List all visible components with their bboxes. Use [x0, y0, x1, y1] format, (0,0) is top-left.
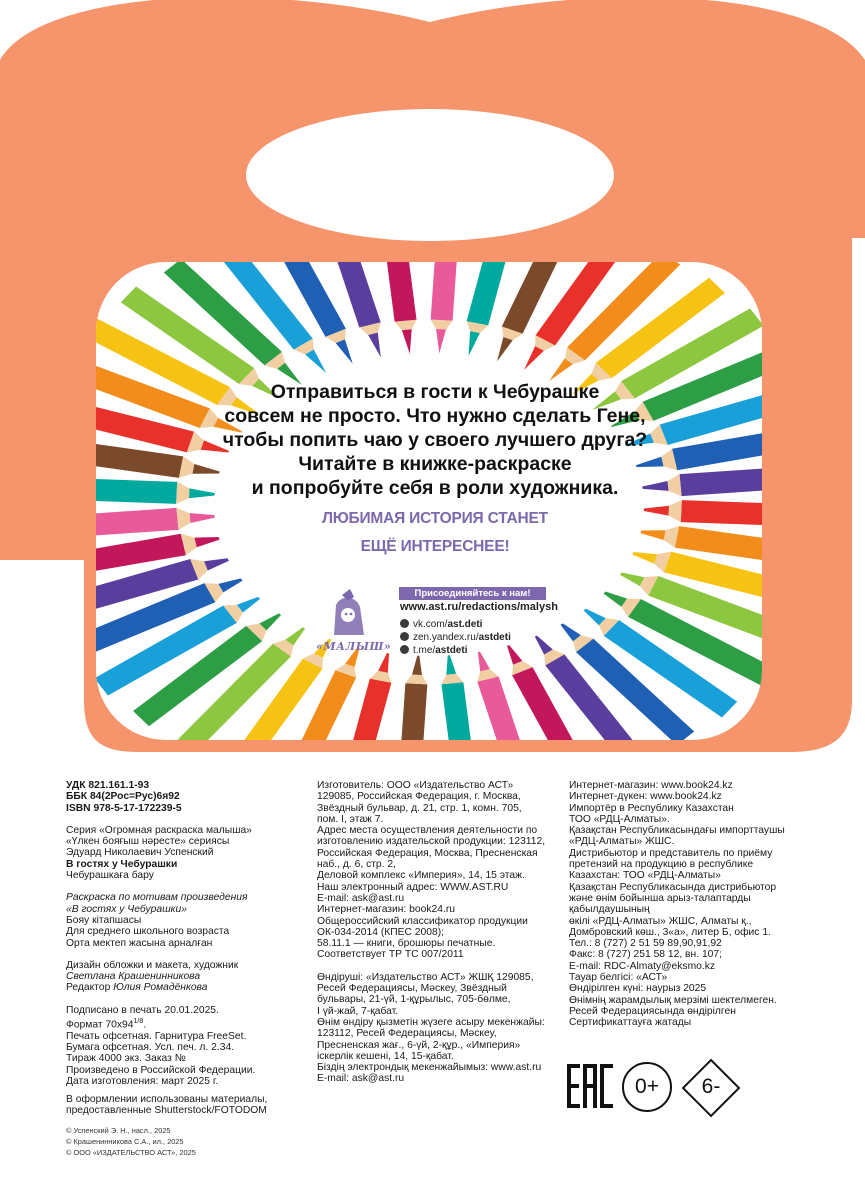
pencil-body	[397, 683, 427, 740]
manufacturer-line: Изготовитель: ООО «Издательство АСТ»	[317, 780, 514, 791]
pencil-wood	[668, 500, 681, 522]
pencil-tip	[368, 333, 381, 358]
social-vk[interactable]	[400, 619, 482, 630]
genre-line: Бояу кітапшасы	[66, 914, 142, 926]
manufacturer-kz-line: Ресей Федерациясы, Мәскеу, Звёздный	[317, 983, 507, 995]
manufacturer-line: наб., д. 6, стр. 2,	[317, 859, 396, 871]
distributor-line: өкілі «РДЦ-Алматы» ЖШС, Алматы қ.,	[569, 915, 752, 927]
distributor-line: «РДЦ-Алматы» ЖШС.	[569, 836, 675, 848]
distributor-line: Дистрибьютор и представитель по приёму	[569, 847, 773, 859]
social-handle: astdeti	[435, 645, 468, 656]
social-handle: astdeti	[478, 632, 511, 643]
social-handle: ast.deti	[447, 619, 483, 630]
headline-line: Читайте в книжке-раскраске	[298, 453, 572, 475]
distributor-line: Тел.: 8 (727) 2 51 59 89,90,91,92	[569, 938, 722, 950]
headline-line: совсем не просто. Что нужно сделать Гене,	[224, 405, 646, 427]
print-line: Произведено в Российской Федерации.	[66, 1064, 256, 1076]
pencil-body	[96, 476, 177, 504]
pencil-illustration	[96, 262, 762, 740]
print-line: Тираж 4000 экз. Заказ №	[66, 1053, 186, 1065]
udk-code: УДК 821.161.1-93	[66, 780, 150, 791]
distributor-line: Ресей Федерациясында өндірілген	[569, 1005, 736, 1017]
manufacturer-kz-line: іскерлік кешені, 14, 15-қабат.	[317, 1050, 454, 1062]
isbn-code: ISBN 978-5-17-172239-5	[66, 802, 182, 814]
print-format: Формат $70х94^{1/8}$.	[66, 1018, 147, 1031]
pencil-wood	[405, 675, 427, 685]
copyright-line: © ООО «ИЗДАТЕЛЬСТВО АСТ», 2025	[66, 1148, 196, 1157]
distributor-line: E-mail: RDC-Almaty@eksmo.kz	[569, 960, 716, 972]
pencil-body	[441, 682, 478, 740]
manufacturer-line: 129085, Российская Федерация, г. Москва,	[317, 791, 521, 803]
pencil-wood	[431, 320, 453, 330]
manufacturer-line: Соответствует ТР ТС 007/2011	[317, 949, 464, 961]
editor-label: Редактор	[66, 982, 114, 994]
pencil-tip	[402, 329, 412, 354]
manufacturer-line: изготовлению издательской продукции: 123112,	[317, 836, 546, 848]
imprint-column-3	[569, 780, 785, 1029]
pencil-tip	[469, 331, 480, 356]
editor-name: Юлия Ромадёнкова	[113, 982, 208, 994]
headline-line: чтобы попить чаю у своего лучшего друга?	[222, 429, 648, 451]
manufacturer-kz-line: Пресненская жағ., 6-үй, 2-құр., «Империя»	[317, 1039, 521, 1051]
manufacturer-line: Российская Федерация, Москва, Пресненская	[317, 847, 538, 859]
manufacturer-line: Наш электронный адрес: WWW.AST.RU	[317, 881, 509, 893]
format-fraction: 1/8	[133, 1018, 144, 1026]
pencil-tip	[524, 346, 544, 370]
distributor-line: Интернет-дүкен: www.book24.kz	[569, 791, 722, 803]
bag-handle-hole	[246, 109, 614, 241]
distributor-line: Домбровский көш., 3«а», литер Б, офис 1.	[569, 926, 771, 938]
manufacturer-line: Адрес места осуществления деятельности по	[317, 825, 538, 837]
manufacturer-kz-line: Біздің электрондық мекенжайымыз: www.ast.ru	[317, 1062, 542, 1074]
social-prefix: t.me/	[413, 645, 436, 656]
zen-icon	[400, 632, 409, 641]
manufacturer-line: пом. I, этаж 7.	[317, 813, 384, 825]
distributor-line: Интернет-магазин: www.book24.kz	[569, 780, 733, 791]
headline-line: и попробуйте себя в роли художника.	[251, 477, 619, 499]
tagline-line-1: ЛЮБИМАЯ ИСТОРИЯ СТАНЕТ	[322, 510, 548, 527]
pencil-wood	[176, 508, 190, 530]
eac-mark-icon	[567, 1064, 613, 1108]
pencil-body	[96, 508, 178, 541]
pencil-tip	[436, 329, 446, 353]
distributor-line: Импортёр в Республику Казахстан	[569, 802, 734, 814]
pencil-body	[379, 262, 416, 322]
materials-line: В оформлении использованы материалы,	[66, 1094, 268, 1105]
print-line: Печать офсетная. Гарнитура FreeSet.	[66, 1030, 247, 1042]
headline-line: Отправиться в гости к Чебурашке	[270, 381, 600, 403]
distributor-line: ТОО «РДЦ-Алматы».	[569, 813, 670, 825]
print-line: Дата изготовления: март 2025 г.	[66, 1075, 219, 1087]
distributor-line: Қазақстан Республикасында дистрибьютор	[569, 881, 777, 893]
pencil-tip	[336, 339, 353, 363]
genre: Раскраска по мотивам произведения	[66, 892, 248, 904]
materials-line: предоставленные Shutterstock/FOTODOM	[66, 1105, 267, 1117]
manufacturer-line: Звёздный бульвар, д. 21, стр. 1, комн. 705,	[317, 802, 522, 814]
format-value: Формат 70х94	[66, 1019, 134, 1031]
social-prefix: zen.yandex.ru/	[413, 632, 479, 643]
book-title: В гостях у Чебурашки	[66, 858, 178, 870]
pencil-body	[680, 463, 762, 496]
distributor-line: және өнім бойынша арыз-талаптарды	[569, 892, 751, 904]
manufacturer-line: ОК-034-2014 (КПЕС 2008);	[317, 926, 445, 938]
book-title-kz: Чебурашкаға бару	[66, 870, 154, 882]
site-link[interactable]: www.ast.ru/redactions/malysh	[400, 601, 558, 613]
author: Эдуард Николаевич Успенский	[66, 847, 214, 859]
pencil-tip	[497, 337, 513, 361]
social-telegram[interactable]	[400, 645, 467, 656]
telegram-icon	[400, 645, 409, 654]
manufacturer-kz-line: Өнім өндіру қызметін жүзеге асыру мекенжайы:	[317, 1016, 545, 1028]
distributor-line: Факс: 8 (727) 251 58 12, вн. 107;	[569, 949, 722, 961]
distributor-line: Тауар белгісі: «АСТ»	[569, 972, 668, 984]
copyright-line: © Крашенинникова С.А., ил., 2025	[66, 1137, 184, 1146]
distributor-line: Өндірілген күні: наурыз 2025	[569, 983, 707, 995]
genre-line: Орта мектеп жасына арналған	[66, 937, 213, 949]
genre-work: «В гостях у Чебурашки»	[66, 903, 187, 915]
manufacturer-line: Деловой комплекс «Империя», 14, 15 этаж.	[317, 870, 525, 882]
materials-note	[66, 1094, 267, 1117]
distributor-line: Өнімнің жарамдылық мерзімі шектелмеген.	[569, 994, 777, 1006]
pencil-body	[431, 262, 461, 321]
distributor-line: қабылдаушының	[569, 904, 650, 916]
print-line: Бумага офсетная. Усл. печ. л. 2.34.	[66, 1042, 235, 1054]
series-kz: «Үлкен бояғыш нәресте» сериясы	[66, 836, 230, 848]
manufacturer-line: 58.11.1 — книги, брошюры печатные.	[317, 938, 496, 950]
age-rating-6-minus	[681, 1058, 741, 1118]
social-prefix: vk.com/	[413, 619, 448, 630]
age-rating-0-plus: 0+	[622, 1062, 672, 1112]
designer-name: Светлана Крашенинникова	[66, 971, 201, 983]
malysh-logo-text: «МАЛЫШ»	[316, 640, 392, 653]
tagline-line-2: ЕЩЁ ИНТЕРЕСНЕЕ!	[360, 538, 510, 555]
distributor-line: претензий на продукцию в республике	[569, 859, 754, 871]
join-banner: Присоединяйтесь к нам!	[399, 587, 546, 600]
manufacturer-kz-line: бульвары, 21-үй, 1-құрылыс, 705-бөлме,	[317, 994, 511, 1006]
vk-icon	[400, 619, 409, 628]
pencil-wood	[176, 482, 189, 504]
promo-headline	[200, 380, 670, 500]
series-ru: Серия «Огромная раскраска малыша»	[66, 824, 252, 836]
manufacturer-line: Общероссийский классификатор продукции	[317, 915, 528, 927]
bbk-code: ББК 84(2Рос=Рус)6я92	[66, 791, 180, 803]
pencil-body	[681, 500, 762, 528]
print-line: Подписано в печать 20.01.2025.	[66, 1004, 219, 1016]
manufacturer-line: E-mail: ask@ast.ru	[317, 892, 405, 904]
genre-line: Для среднего школьного возраста	[66, 926, 230, 938]
design-label: Дизайн обложки и макета, художник	[66, 959, 239, 971]
distributor-line: Сертификаттауға жатады	[569, 1017, 692, 1029]
manufacturer-kz-line: I үй-жай, 7-қабат.	[317, 1005, 399, 1017]
manufacturer-kz-line: E-mail: ask@ast.ru	[317, 1073, 405, 1085]
distributor-line: Қазақстан Республикасындағы импорттаушы	[569, 825, 785, 837]
imprint-column-2	[317, 780, 545, 1085]
manufacturer-line: Интернет-магазин: book24.ru	[317, 904, 455, 916]
editor-line	[66, 982, 255, 993]
imprint-column-1	[66, 780, 255, 1087]
pencil-tip	[549, 358, 573, 381]
copyright-line: © Успенский Э. Н., насл., 2025	[66, 1126, 171, 1135]
age-rating-label: 6-	[701, 1075, 721, 1098]
manufacturer-kz-line: Өндіруші: «Издательство АСТ» ЖШҚ 129085,	[317, 971, 534, 983]
social-zen[interactable]	[400, 632, 511, 643]
pencil-tip	[305, 350, 326, 373]
distributor-line: Казахстан: ТОО «РДЦ-Алматы»	[569, 870, 721, 882]
manufacturer-kz-line: 123112, Ресей Федерациясы, Мәскеу,	[317, 1028, 497, 1040]
